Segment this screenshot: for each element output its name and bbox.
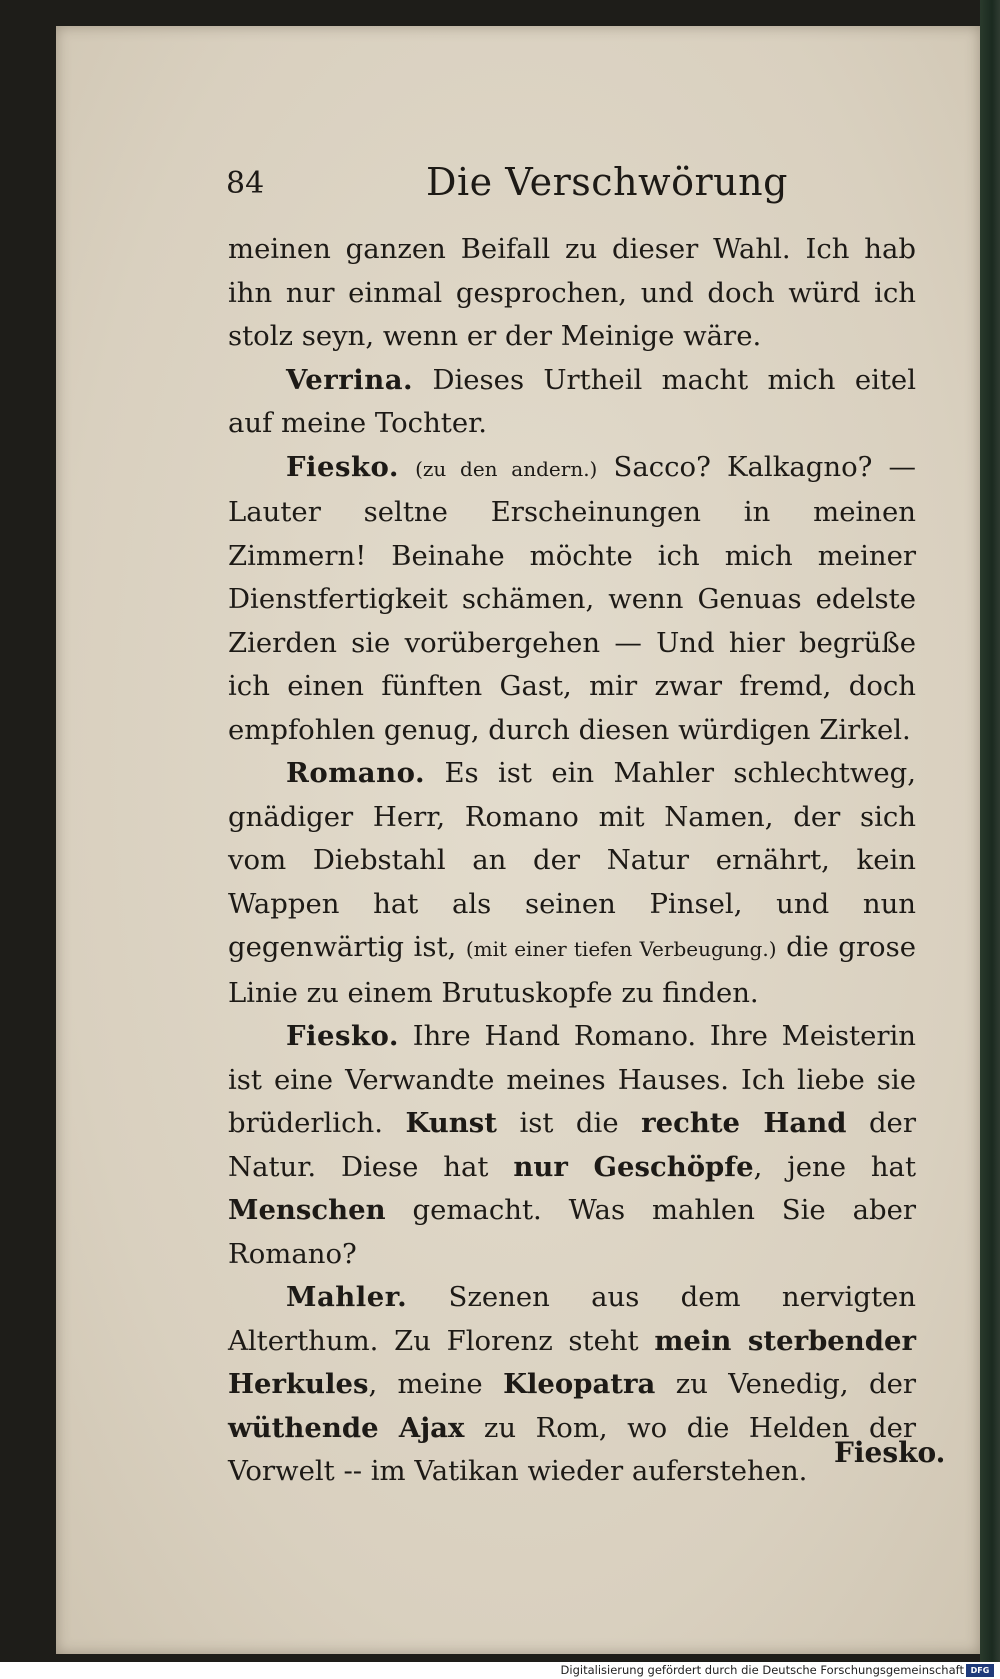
speaker-name: Fiesko. <box>286 450 399 483</box>
speech-text: zu Venedig, der <box>675 1368 916 1400</box>
speech-text: , meine <box>368 1368 483 1400</box>
paragraph-continuation: meinen ganzen Beifall zu dieser Wahl. Ich hab ihn nur einmal gesprochen, und doch würd ich stolz seyn, wenn er der Meinige wäre. <box>228 233 916 352</box>
emphasis-text: wüthende Ajax <box>228 1411 465 1444</box>
speaker-name: Romano. <box>286 757 426 789</box>
speech-text: Szenen aus dem nervigten Alterthum. Zu Florenz steht <box>228 1281 916 1357</box>
dfg-logo: DFG <box>966 1664 994 1677</box>
digitization-footer <box>0 1662 1000 1679</box>
speech-text: ist die <box>519 1107 619 1139</box>
funding-credit: Digitalisierung gefördert durch die Deutsche Forschungsgemeinschaft <box>560 1663 964 1677</box>
emphasis-text: rechte Hand <box>641 1107 847 1139</box>
speech-text: Sacco? Kalkagno? — Lauter seltne Erscheinungen in meinen Zimmern! Beinahe möchte ich mich meiner Dienstfertigkeit schämen, wenn Genuas edelste Zierden sie vorübergehen — Und hier begrüße ich einen fünften Gast, mir zwar fremd, doch empfohlen genug, durch diesen würdigen Zirkel. <box>228 450 917 746</box>
stage-direction: (zu den andern.) <box>415 456 598 481</box>
page-text <box>228 228 916 1494</box>
speech-mahler <box>228 1276 916 1494</box>
speech-romano <box>228 752 916 1015</box>
speech-text: gemacht. Was mahlen Sie aber Romano? <box>228 1194 916 1270</box>
page-header <box>226 160 910 212</box>
speech-text: , jene hat <box>753 1150 916 1183</box>
speech-text: Dieses Urtheil macht mich eitel auf meine Tochter. <box>228 363 917 439</box>
stage-direction: (mit einer tiefen Verbeugung.) <box>465 937 777 961</box>
emphasis-text: nur Geschöpfe <box>513 1150 754 1183</box>
running-title: Die Verschwörung <box>426 160 788 204</box>
speech-text: Ihre Hand Romano. Ihre Meisterin ist eine Verwandte meines Hauses. Ich liebe sie brüderlich. <box>228 1020 916 1139</box>
emphasis-text: Menschen <box>228 1194 386 1226</box>
emphasis-text: mein sterbender Herkules <box>228 1324 917 1400</box>
page-number: 84 <box>226 166 265 201</box>
emphasis-text: Kunst <box>405 1107 497 1139</box>
speech-text: zu Rom, wo die Helden der Vorwelt -- im Vatikan wieder auferstehen. <box>228 1411 917 1487</box>
speech-fiesko-1 <box>228 446 916 753</box>
catchword: Fiesko. <box>834 1436 946 1469</box>
emphasis-text: Kleopatra <box>503 1368 656 1400</box>
speech-text: Es ist ein Mahler schlechtweg, gnädiger Herr, Romano mit Namen, der sich vom Diebstahl an der Natur ernährt, kein Wappen hat als seinen Pinsel, und nun gegenwärtig ist, <box>228 757 916 963</box>
speaker-name: Mahler. <box>286 1281 408 1313</box>
speaker-name: Verrina. <box>286 363 414 396</box>
speaker-name: Fiesko. <box>286 1020 399 1052</box>
speech-text: der Natur. Diese hat <box>228 1107 916 1183</box>
book-cover-edge <box>980 0 1000 1662</box>
speech-text: die grose Linie zu einem Brutuskopfe zu finden. <box>228 931 916 1009</box>
speech-verrina <box>228 359 916 446</box>
speech-fiesko-2 <box>228 1015 916 1276</box>
